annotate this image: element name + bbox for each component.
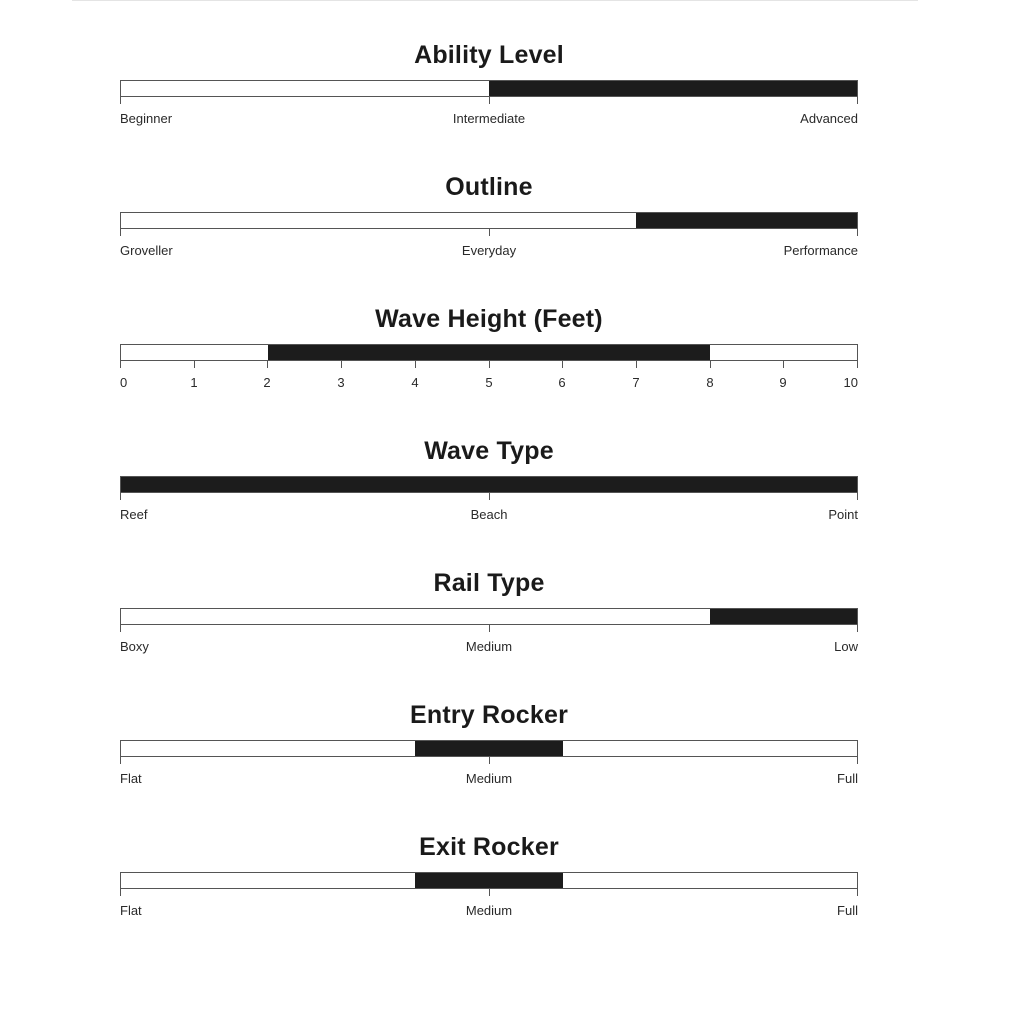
scale-chart (120, 434, 858, 566)
scale-tick (267, 361, 268, 368)
scale-tick-label: Medium (465, 771, 513, 786)
scale-title: Wave Height (Feet) (375, 305, 603, 333)
scale-chart (120, 170, 858, 302)
scale-tick-label: Point (828, 507, 858, 522)
scale-bar (120, 344, 858, 361)
scale-tick (857, 625, 858, 632)
scale-tick-label: Groveller (120, 243, 173, 258)
scale-tick (489, 97, 490, 104)
scale-tick (120, 493, 121, 500)
scale-fill (121, 477, 857, 492)
scale-tick-label: Medium (465, 903, 513, 918)
scale-tick (489, 757, 490, 764)
scale-tick-label: Boxy (120, 639, 149, 654)
scale-bar (120, 212, 858, 229)
scale-fill (415, 873, 562, 888)
scale-tick (857, 757, 858, 764)
scale-tick (120, 361, 121, 368)
scale-tick-label: Beach (470, 507, 508, 522)
scale-tick (415, 361, 416, 368)
scale-tick-label: Reef (120, 507, 148, 522)
scale-tick-label: 1 (190, 375, 198, 390)
scale-fill (268, 345, 710, 360)
scale-tick-label: Performance (783, 243, 858, 258)
scale-tick (489, 889, 490, 896)
scale-tick-label: 0 (120, 375, 128, 390)
scale-title: Outline (445, 173, 533, 201)
scale-tick (120, 625, 121, 632)
scale-tick (783, 361, 784, 368)
scale-tick (489, 493, 490, 500)
scale-tick (194, 361, 195, 368)
scale-tick-label: 2 (263, 375, 271, 390)
scale-tick-label: Full (837, 903, 858, 918)
scale-tick-label: 5 (485, 375, 493, 390)
scale-tick (489, 361, 490, 368)
scale-tick (489, 229, 490, 236)
scale-tick-label: Intermediate (452, 111, 526, 126)
scale-bar (120, 608, 858, 625)
scale-tick-label: 3 (337, 375, 345, 390)
scale-tick (120, 757, 121, 764)
scale-tick (120, 889, 121, 896)
scale-tick (120, 97, 121, 104)
scale-tick (857, 493, 858, 500)
scale-tick-label: Everyday (461, 243, 517, 258)
scale-tick (857, 97, 858, 104)
scale-tick-label: 7 (632, 375, 640, 390)
scale-fill (489, 81, 857, 96)
scale-tick (120, 229, 121, 236)
scale-fill (636, 213, 857, 228)
scale-title: Entry Rocker (409, 701, 568, 729)
scale-tick (562, 361, 563, 368)
scale-tick (341, 361, 342, 368)
scale-tick-label: 4 (411, 375, 419, 390)
scale-tick-label: 9 (779, 375, 787, 390)
scale-tick (857, 889, 858, 896)
scale-chart (120, 830, 858, 962)
scale-title: Exit Rocker (419, 833, 559, 861)
scale-tick-label: 8 (706, 375, 714, 390)
scale-tick-label: Flat (120, 771, 142, 786)
scale-tick-label: Advanced (800, 111, 858, 126)
scale-chart (120, 38, 858, 170)
scale-title: Wave Type (424, 437, 554, 465)
scale-bar (120, 80, 858, 97)
scale-fill (710, 609, 857, 624)
scale-tick-label: 10 (843, 375, 858, 390)
scale-tick-label: Medium (465, 639, 513, 654)
scale-fill (415, 741, 562, 756)
scale-tick-label: 6 (558, 375, 566, 390)
scale-tick (489, 625, 490, 632)
scale-tick (710, 361, 711, 368)
scale-tick-label: Beginner (120, 111, 173, 126)
scale-tick (636, 361, 637, 368)
scale-tick-label: Low (834, 639, 858, 654)
scale-bar (120, 476, 858, 493)
scale-bar (120, 740, 858, 757)
scale-tick (857, 229, 858, 236)
scale-chart (120, 698, 858, 830)
scale-title: Rail Type (433, 569, 545, 597)
scale-chart (120, 566, 858, 698)
scale-chart (120, 302, 858, 434)
top-divider (72, 0, 918, 1)
scale-tick (857, 361, 858, 368)
scale-tick-label: Full (837, 771, 858, 786)
scale-tick-label: Flat (120, 903, 142, 918)
scale-bar (120, 872, 858, 889)
scale-title: Ability Level (414, 41, 564, 69)
